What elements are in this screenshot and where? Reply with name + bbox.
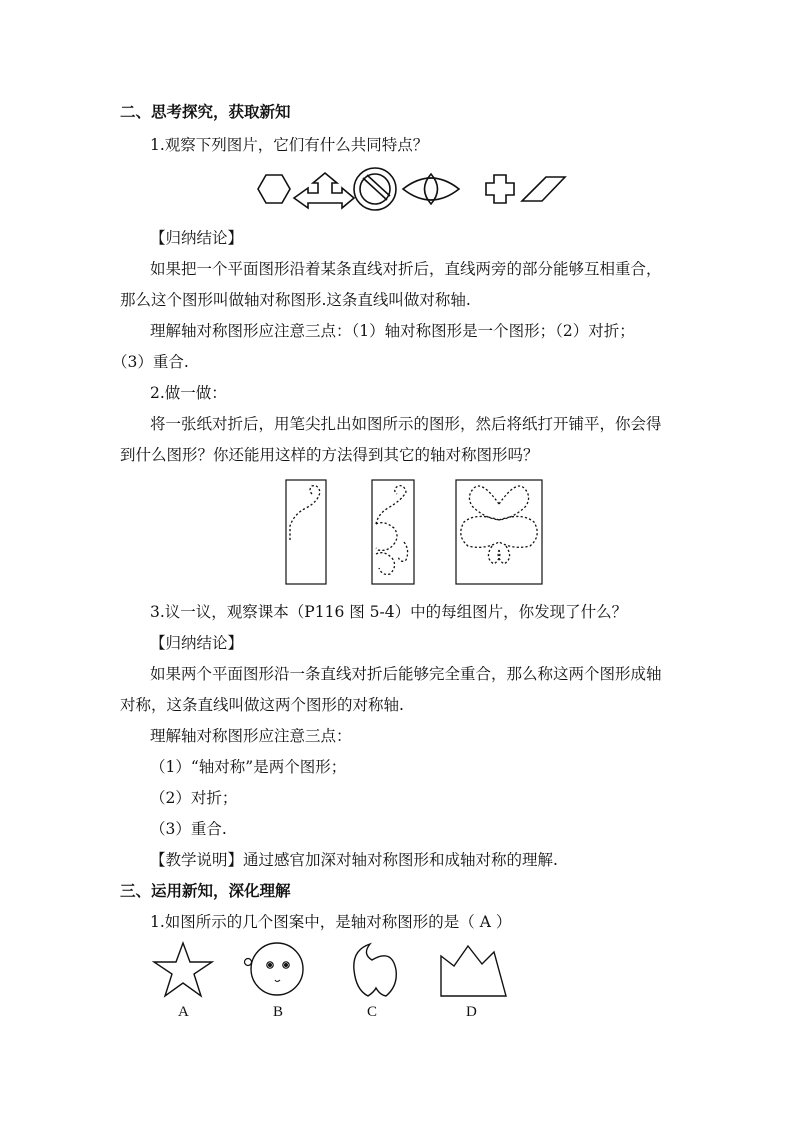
conclusion-1-line-1: 如果把一个平面图形沿着某条直线对折后，直线两旁的部分能够互相重合，	[150, 260, 662, 278]
section-title-3: 三、运用新知，深化理解	[120, 881, 291, 900]
option-label-a: A	[178, 1004, 189, 1020]
folded-paper-2	[372, 480, 414, 584]
folded-paper-1	[286, 480, 326, 584]
crown-shape	[441, 946, 506, 996]
question-2: 2.做一做：	[150, 384, 227, 402]
point-1: （1）“轴对称”是两个图形；	[150, 758, 347, 776]
conclusion-title-1: 【归纳结论】	[150, 229, 244, 247]
star-shape	[154, 943, 212, 996]
section-3-question-1: 1.如图所示的几个图案中，是轴对称图形的是（ A ）	[150, 913, 512, 931]
understand-1-line-2: （3）重合.	[112, 353, 189, 371]
drop-shape	[354, 944, 396, 996]
section-title-2: 二、思考探究，获取新知	[120, 102, 291, 121]
question-2-text-line-1: 将一张纸对折后，用笔尖扎出如图所示的图形，然后将纸打开铺平，你会得	[150, 415, 662, 433]
cross-shape	[486, 175, 514, 203]
conclusion-2-line-1: 如果两个平面图形沿一条直线对折后能够完全重合，那么称这两个图形成轴	[150, 665, 662, 683]
parallelogram-shape	[522, 177, 565, 201]
option-label-b: B	[273, 1004, 284, 1020]
no-sign-shape	[354, 168, 396, 210]
unfolded-paper	[456, 480, 542, 584]
understand-1-line-1: 理解轴对称图形应注意三点：（1）轴对称图形是一个图形；（2）对折；	[150, 322, 635, 340]
option-label-c: C	[367, 1004, 378, 1020]
paper-folding-figure	[284, 478, 546, 588]
understand-2-title: 理解轴对称图形应注意三点：	[150, 727, 352, 745]
eye-shape	[403, 174, 459, 204]
hexagon-shape	[258, 175, 290, 203]
question-2-text-line-2: 到什么图形？你还能用这样的方法得到其它的轴对称图形吗？	[120, 446, 539, 464]
conclusion-1-line-2: 那么这个图形叫做轴对称图形.这条直线叫做对称轴.	[120, 291, 471, 309]
option-label-d: D	[466, 1004, 477, 1020]
conclusion-title-2: 【归纳结论】	[150, 634, 244, 652]
point-2: （2）对折；	[150, 789, 238, 807]
question-3: 3.议一议，观察课本（P116 图 5-4）中的每组图片，你发现了什么？	[150, 603, 628, 621]
teaching-note: 【教学说明】通过感官加深对轴对称图形和成轴对称的理解.	[150, 851, 558, 869]
point-3: （3）重合.	[150, 820, 227, 838]
conclusion-2-line-2: 对称，这条直线叫做这两个图形的对称轴.	[120, 696, 404, 714]
answer-options-figure	[150, 940, 520, 1004]
face-shape	[245, 943, 304, 995]
question-1: 1.观察下列图片，它们有什么共同特点？	[150, 136, 429, 154]
symmetric-shapes-figure	[250, 165, 560, 215]
double-arrow-shape	[294, 173, 354, 208]
